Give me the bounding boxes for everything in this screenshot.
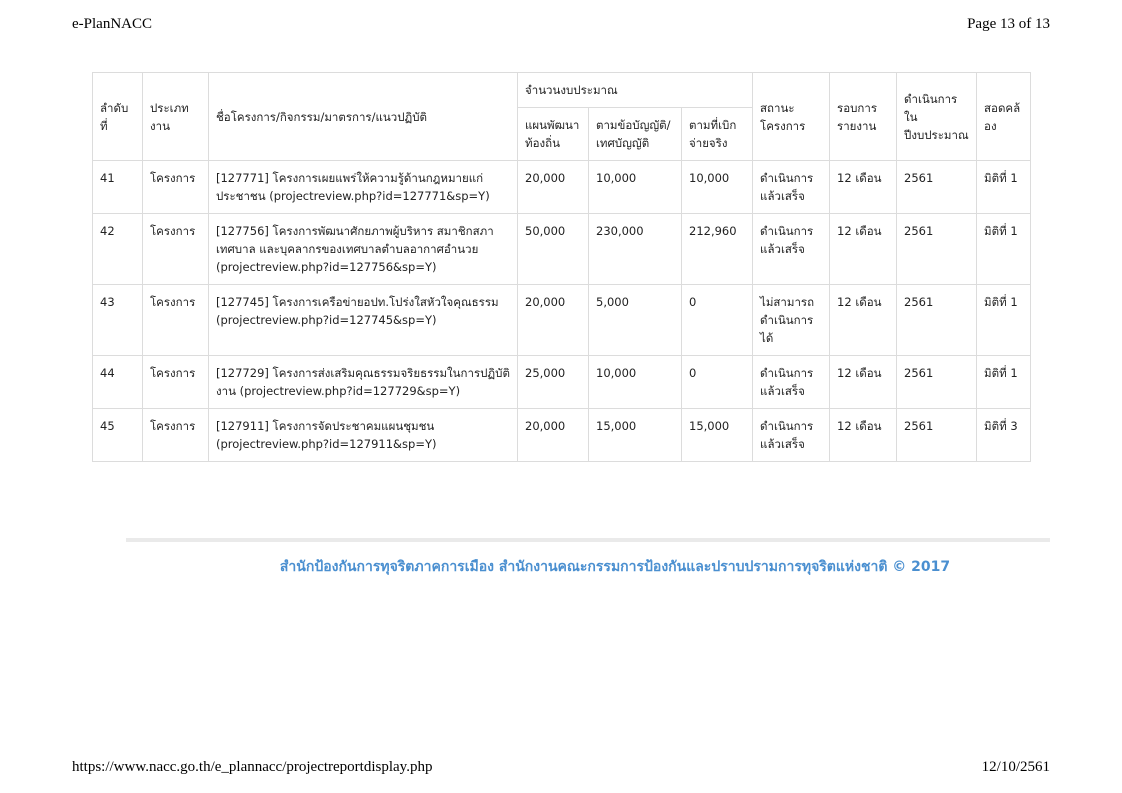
cell-fiscal-year: 2561 xyxy=(897,214,977,285)
header-budget-regulation: ตามข้อบัญญัติ/เทศบัญญัติ xyxy=(589,108,682,161)
header-name: ชื่อโครงการ/กิจกรรม/มาตรการ/แนวปฏิบัติ xyxy=(209,73,518,161)
cell-report-round: 12 เดือน xyxy=(830,161,897,214)
cell-no: 45 xyxy=(93,409,143,462)
cell-budget-actual: 15,000 xyxy=(682,409,753,462)
cell-no: 43 xyxy=(93,285,143,356)
cell-budget-regulation: 15,000 xyxy=(589,409,682,462)
cell-no: 44 xyxy=(93,356,143,409)
cell-report-round: 12 เดือน xyxy=(830,285,897,356)
cell-status: ดำเนินการแล้วเสร็จ xyxy=(753,214,830,285)
cell-project-name: [127771] โครงการเผยแพร่ให้ความรู้ด้านกฎหมายแก่ประชาชน (projectreview.php?id=127771&sp=Y) xyxy=(209,161,518,214)
table-row xyxy=(93,161,1031,214)
cell-budget-regulation: 10,000 xyxy=(589,161,682,214)
header-no: ลำดับที่ xyxy=(93,73,143,161)
footer-divider xyxy=(126,538,1050,542)
cell-type: โครงการ xyxy=(143,285,209,356)
table-row xyxy=(93,409,1031,462)
cell-status: ไม่สามารถดำเนินการได้ xyxy=(753,285,830,356)
cell-budget-regulation: 10,000 xyxy=(589,356,682,409)
cell-consistent: มิติที่ 1 xyxy=(977,285,1031,356)
cell-project-name: [127729] โครงการส่งเสริมคุณธรรมจริยธรรมในการปฏิบัติงาน (projectreview.php?id=127729&sp=Y) xyxy=(209,356,518,409)
cell-budget-regulation: 230,000 xyxy=(589,214,682,285)
cell-consistent: มิติที่ 1 xyxy=(977,356,1031,409)
cell-report-round: 12 เดือน xyxy=(830,356,897,409)
header-type: ประเภทงาน xyxy=(143,73,209,161)
cell-status: ดำเนินการแล้วเสร็จ xyxy=(753,161,830,214)
cell-type: โครงการ xyxy=(143,409,209,462)
project-report-table xyxy=(92,72,1031,462)
header-report-round: รอบการรายงาน xyxy=(830,73,897,161)
page-number: Page 13 of 13 xyxy=(967,16,1050,32)
header-budget-plan: แผนพัฒนาท้องถิ่น xyxy=(518,108,589,161)
cell-fiscal-year: 2561 xyxy=(897,285,977,356)
cell-consistent: มิติที่ 1 xyxy=(977,161,1031,214)
header-budget-actual: ตามที่เบิกจ่ายจริง xyxy=(682,108,753,161)
cell-fiscal-year: 2561 xyxy=(897,409,977,462)
cell-budget-plan: 50,000 xyxy=(518,214,589,285)
cell-budget-plan: 20,000 xyxy=(518,409,589,462)
cell-no: 41 xyxy=(93,161,143,214)
cell-status: ดำเนินการแล้วเสร็จ xyxy=(753,356,830,409)
header-fiscal-year: ดำเนินการในปีงบประมาณ xyxy=(897,73,977,161)
cell-budget-actual: 0 xyxy=(682,285,753,356)
cell-type: โครงการ xyxy=(143,356,209,409)
page-header-title: e-PlanNACC xyxy=(72,16,152,32)
print-date: 12/10/2561 xyxy=(981,759,1050,775)
cell-budget-actual: 212,960 xyxy=(682,214,753,285)
header-status: สถานะโครงการ xyxy=(753,73,830,161)
cell-project-name: [127911] โครงการจัดประชาคมแผนชุมชน (projectreview.php?id=127911&sp=Y) xyxy=(209,409,518,462)
cell-budget-plan: 25,000 xyxy=(518,356,589,409)
table-row xyxy=(93,356,1031,409)
cell-type: โครงการ xyxy=(143,214,209,285)
cell-budget-plan: 20,000 xyxy=(518,161,589,214)
table-row xyxy=(93,214,1031,285)
copyright-text: สำนักป้องกันการทุจริตภาคการเมือง สำนักงานคณะกรรมการป้องกันและปราบปรามการทุจริตแห่งชาติ © 2017 xyxy=(279,559,951,575)
cell-budget-actual: 10,000 xyxy=(682,161,753,214)
cell-report-round: 12 เดือน xyxy=(830,409,897,462)
cell-consistent: มิติที่ 1 xyxy=(977,214,1031,285)
cell-fiscal-year: 2561 xyxy=(897,161,977,214)
cell-status: ดำเนินการแล้วเสร็จ xyxy=(753,409,830,462)
cell-consistent: มิติที่ 3 xyxy=(977,409,1031,462)
table-row xyxy=(93,285,1031,356)
cell-budget-regulation: 5,000 xyxy=(589,285,682,356)
cell-type: โครงการ xyxy=(143,161,209,214)
cell-fiscal-year: 2561 xyxy=(897,356,977,409)
page-url: https://www.nacc.go.th/e_plannacc/projectreportdisplay.php xyxy=(72,759,433,775)
cell-project-name: [127756] โครงการพัฒนาศักยภาพผู้บริหาร สมาชิกสภาเทศบาล และบุคลากรของเทศบาลตำบลอากาศอำนวย (projectreview.php?id=127756&sp=Y) xyxy=(209,214,518,285)
header-budget-group: จำนวนงบประมาณ xyxy=(518,73,753,108)
cell-report-round: 12 เดือน xyxy=(830,214,897,285)
header-consistent: สอดคล้อง xyxy=(977,73,1031,161)
cell-budget-actual: 0 xyxy=(682,356,753,409)
cell-project-name: [127745] โครงการเครือข่ายอปท.โปร่งใสหัวใจคุณธรรม (projectreview.php?id=127745&sp=Y) xyxy=(209,285,518,356)
cell-budget-plan: 20,000 xyxy=(518,285,589,356)
cell-no: 42 xyxy=(93,214,143,285)
